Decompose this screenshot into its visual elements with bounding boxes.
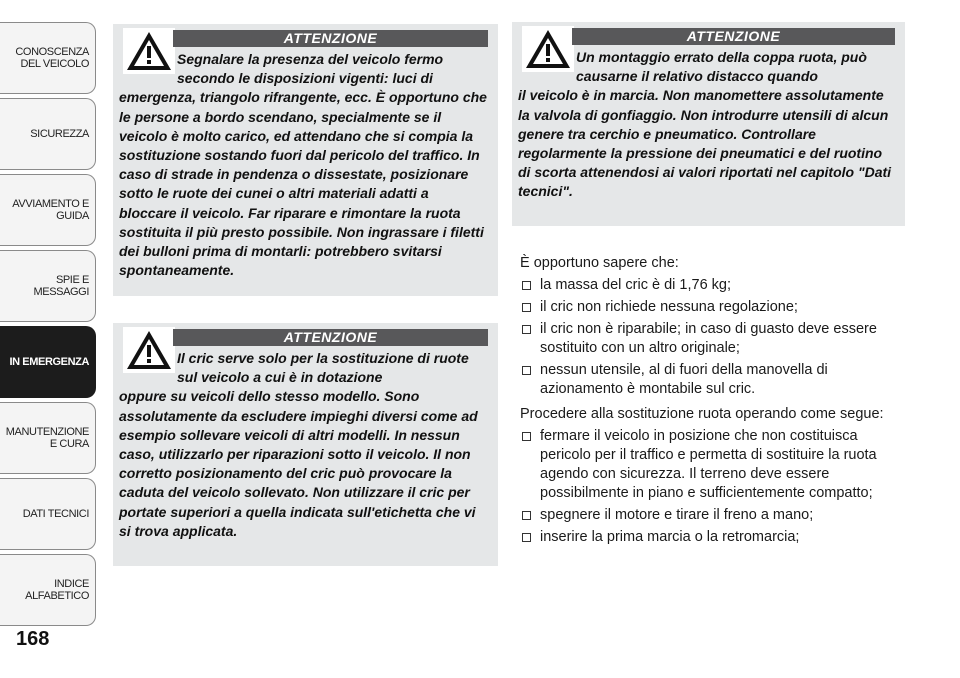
checkbox-bullet-icon xyxy=(522,281,531,290)
warning-box-jack-use xyxy=(113,323,498,566)
tab-in-emergenza[interactable]: IN EMERGENZA xyxy=(0,326,96,398)
list-item: il cric non è riparabile; in caso di guasto deve essere sostituito con un altro originale; xyxy=(520,320,910,358)
checkbox-bullet-icon xyxy=(522,432,531,441)
list-item: spegnere il motore e tirare il freno a mano; xyxy=(520,506,910,525)
warning-text: Il cric serve solo per la sostituzione di ruote sul veicolo a cui è in dotazione oppure su veicoli dello stesso modello. Sono assolutamente da escludere impieghi diversi come ad esempio sollevare veicoli di altri modelli. In nessun caso, utilizzarlo per riparazioni sotto il veicolo. Il non corretto posizionamento del cric può provocare la caduta del veicolo sollevato. Non utilizzare il cric per portate superiori a quella indicata sull'etichetta che vi si trova applicata. xyxy=(119,350,478,539)
list-item: il cric non richiede nessuna regolazione; xyxy=(520,298,910,317)
tab-manutenzione-e-cura[interactable]: MANUTENZIONE E CURA xyxy=(0,402,96,474)
list-item: fermare il veicolo in posizione che non costituisca pericolo per il traffico e permetta di sostituire la ruota agendo con sicurezza. Il terreno deve essere possibilmente in piano e sufficientemente compatto; xyxy=(520,427,910,503)
page-number: 168 xyxy=(16,628,50,650)
checkbox-bullet-icon xyxy=(522,303,531,312)
warning-title: ATTENZIONE xyxy=(173,329,488,346)
warning-box-vehicle-stopped xyxy=(113,24,498,296)
tab-avviamento-e-guida[interactable]: AVVIAMENTO E GUIDA xyxy=(0,174,96,246)
warning-text: Segnalare la presenza del veicolo fermo secondo le disposizioni vigenti: luci di emergenza, triangolo rifrangente, ecc. È opportuno che le persone a bordo scendano, specialmente se il veicolo è molto carico, ed attendano che si compia la sostituzione sostando fuori dal pericolo del traffico. In caso di strade in pendenza o dissestate, posizionare sotto le ruote dei cunei o altri materiali adatti a bloccare il veicolo. Far riparare e rimontare la ruota sostituita il più presto possibile. Non ingrassare i filetti dei bulloni prima di montarli: potrebbero svitarsi spontaneamente. xyxy=(119,51,487,279)
body-text xyxy=(520,254,910,547)
warning-text: Un montaggio errato della coppa ruota, può causarne il relativo distacco quando il veicolo è in marcia. Non manomettere assolutamente la valvola di gonfiaggio. Non introdurre utensili di alcun genere tra cerchio e pneumatico. Controllare regolarmente la pressione dei pneumatici e del ruotino di scorta attenendosi ai valori riportati nel capitolo "Dati tecnici". xyxy=(518,49,892,200)
list-item: la massa del cric è di 1,76 kg; xyxy=(520,276,910,295)
warning-title: ATTENZIONE xyxy=(572,28,895,45)
tab-dati-tecnici[interactable]: DATI TECNICI xyxy=(0,478,96,550)
checkbox-bullet-icon xyxy=(522,366,531,375)
warning-title: ATTENZIONE xyxy=(173,30,488,47)
tab-conoscenza-del-veicolo[interactable]: CONOSCENZA DEL VEICOLO xyxy=(0,22,96,94)
tab-spie-e-messaggi[interactable]: SPIE E MESSAGGI xyxy=(0,250,96,322)
list-item: inserire la prima marcia o la retromarcia; xyxy=(520,528,910,547)
checkbox-bullet-icon xyxy=(522,511,531,520)
warning-box-wheel-cover xyxy=(512,22,905,226)
checkbox-bullet-icon xyxy=(522,533,531,542)
procedure-intro: Procedere alla sostituzione ruota operando come segue: xyxy=(520,406,884,422)
list-item: nessun utensile, al di fuori della manovella di azionamento è montabile sul cric. xyxy=(520,361,910,399)
checkbox-bullet-icon xyxy=(522,325,531,334)
tab-indice-alfabetico[interactable]: INDICE ALFABETICO xyxy=(0,554,96,626)
facts-intro: È opportuno sapere che: xyxy=(520,255,679,271)
tab-sicurezza[interactable]: SICUREZZA xyxy=(0,98,96,170)
